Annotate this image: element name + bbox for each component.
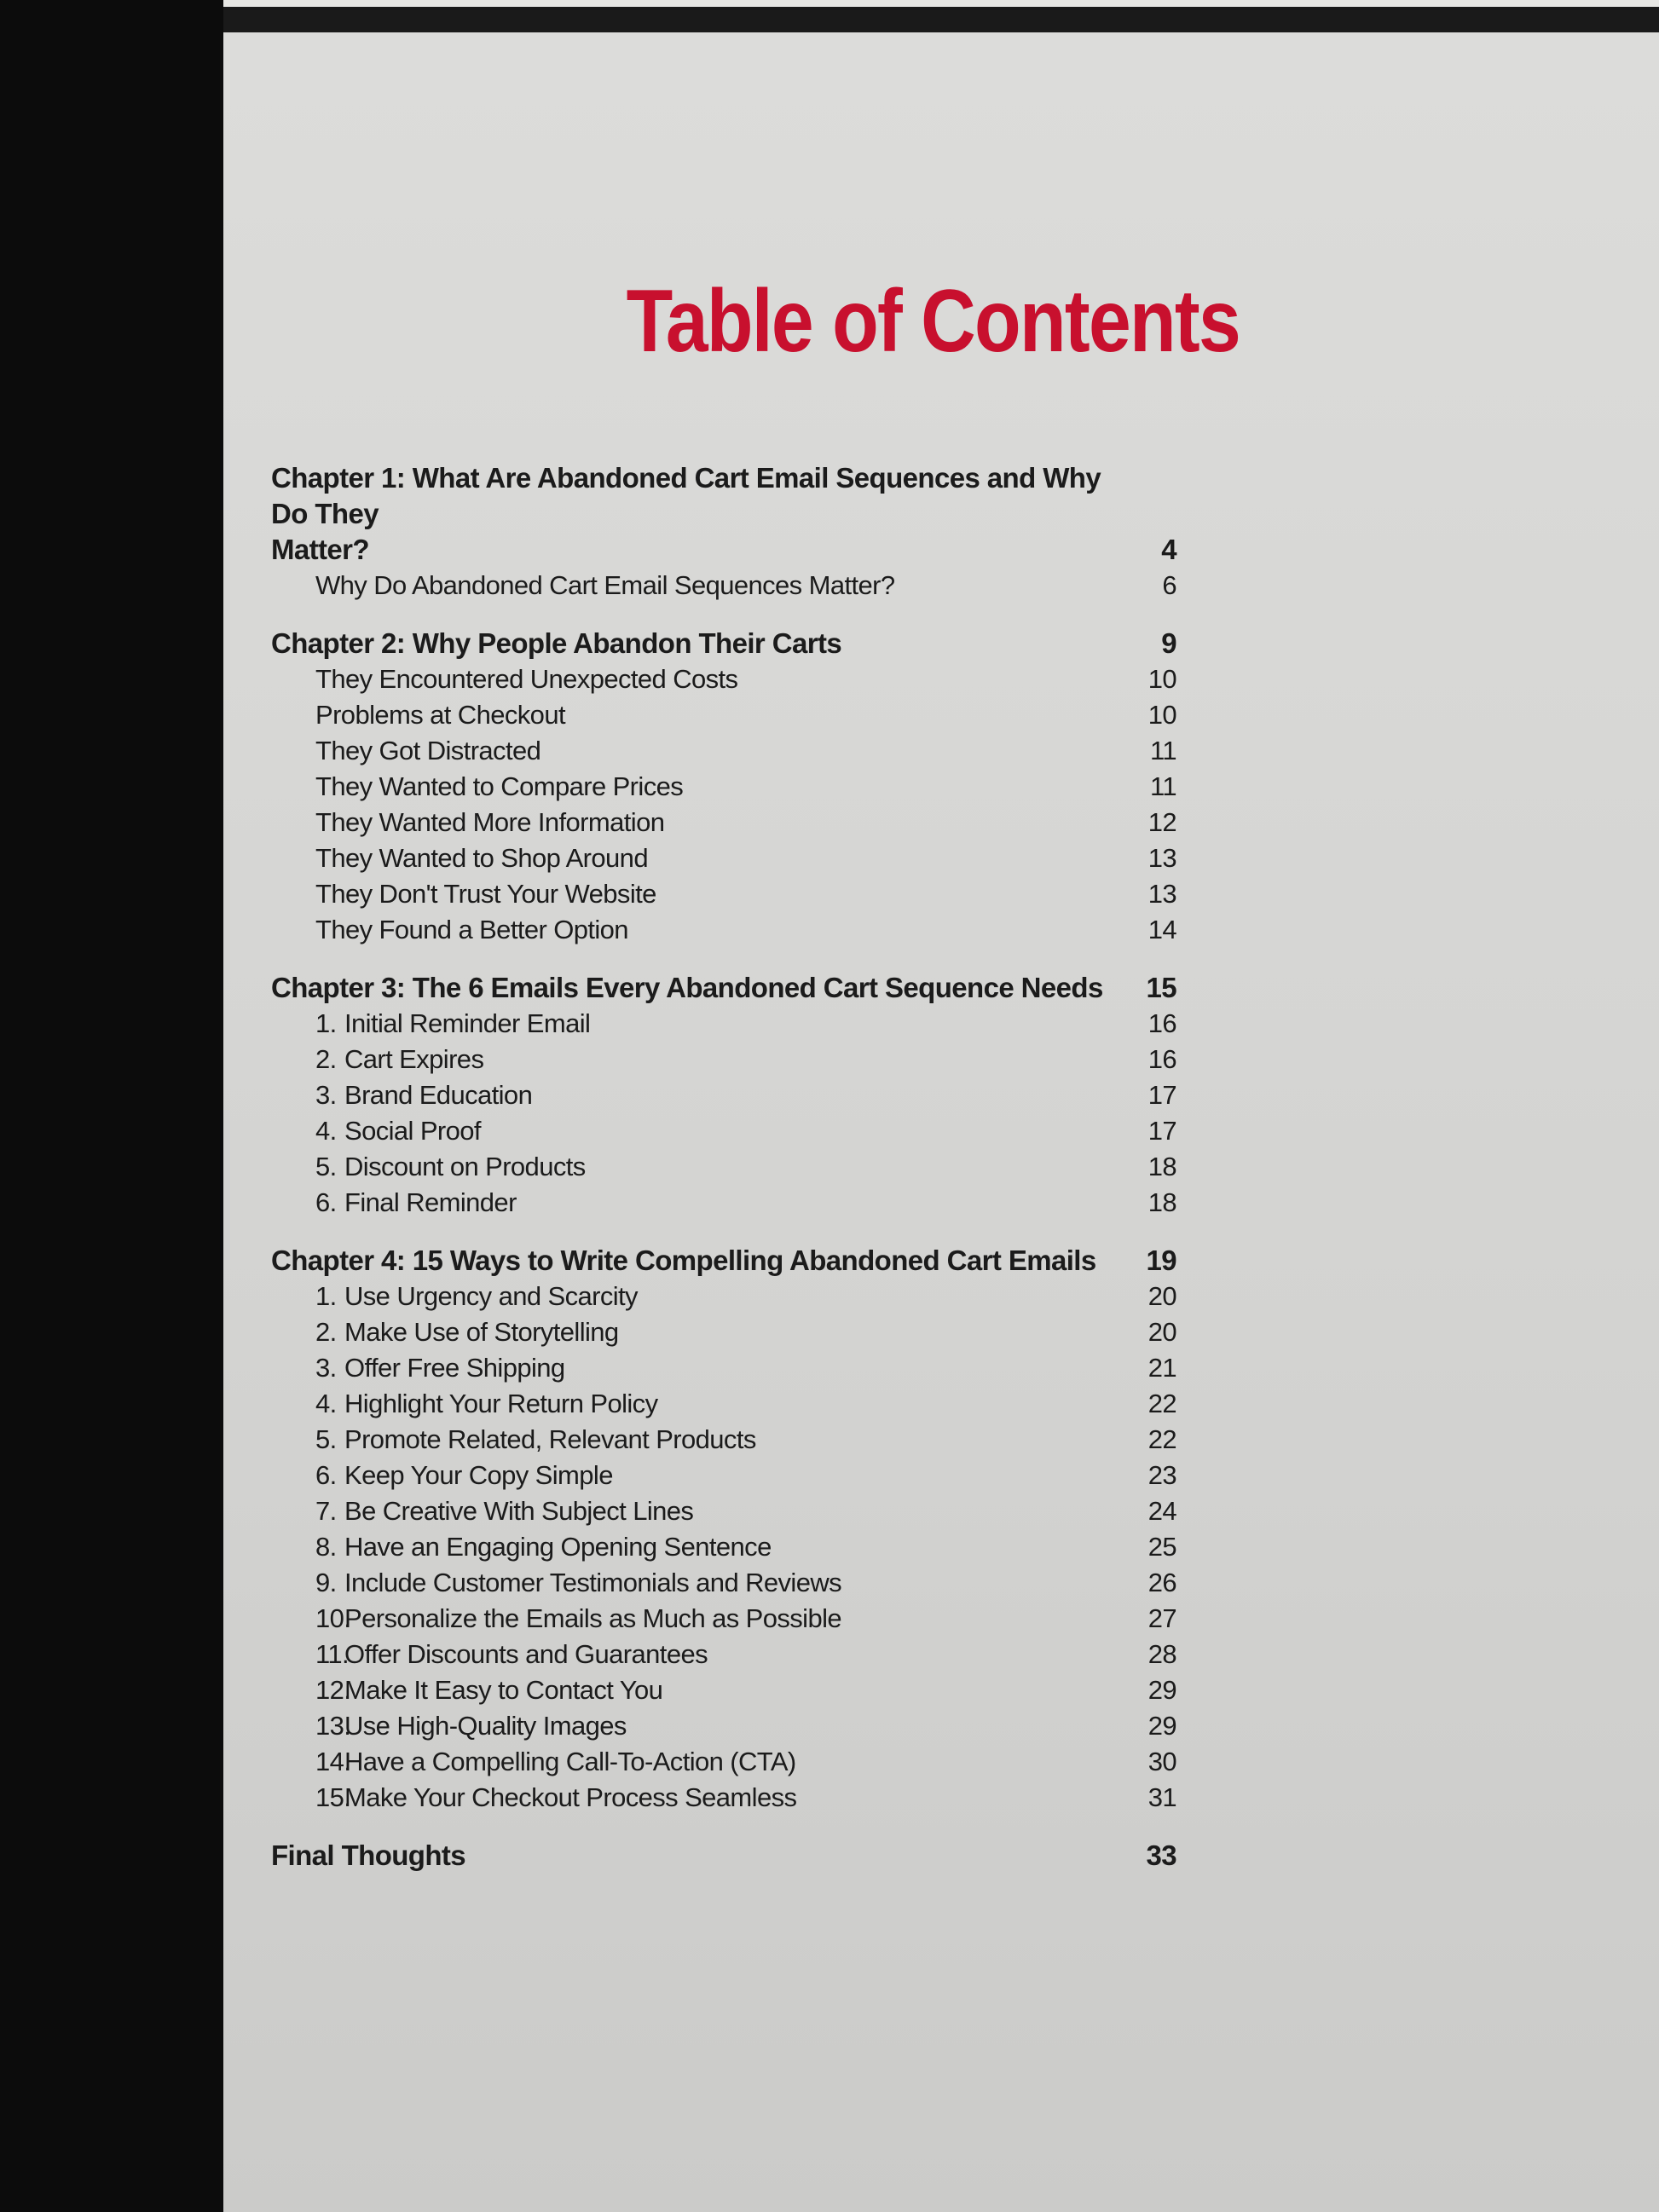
toc-entry-page: 17 [1147,1080,1176,1110]
toc-entry-label: Be Creative With Subject Lines [344,1496,694,1526]
toc-entry[interactable] [271,1708,1176,1744]
toc-entry-page: 11 [1150,771,1176,801]
toc-entry-label: Make Your Checkout Process Seamless [344,1782,797,1812]
toc-entry[interactable] [271,1113,1176,1149]
chapter-title: Chapter 4: 15 Ways to Write Compelling Abandoned Cart Emails [271,1245,1096,1276]
toc-entry-number: 6. [315,1187,337,1217]
toc-entry[interactable] [271,876,1176,912]
toc-entry-page: 12 [1147,807,1176,837]
toc-entry-label: Use High-Quality Images [344,1711,627,1741]
toc-entry-label: Keep Your Copy Simple [344,1460,613,1490]
toc-entry-page: 25 [1147,1532,1176,1562]
toc-entry-page: 22 [1147,1389,1176,1418]
table-of-contents [271,460,1176,1874]
toc-entry-label: Have an Engaging Opening Sentence [344,1532,772,1562]
toc-entry-number: 4. [315,1116,337,1146]
toc-entry-page: 16 [1147,1008,1176,1038]
toc-entry-number: 5. [315,1424,337,1454]
toc-entry-label: They Found a Better Option [315,915,628,944]
chapter-heading[interactable] [271,626,1176,661]
toc-entry-page: 17 [1147,1116,1176,1146]
toc-entry-page: 13 [1147,879,1176,909]
final-thoughts-page-number: 33 [1146,1839,1176,1871]
toc-entry-page: 22 [1147,1424,1176,1454]
toc-entry-number: 15. [315,1782,351,1812]
toc-entry-page: 28 [1147,1639,1176,1669]
toc-entry-number: 13. [315,1711,351,1741]
toc-entry-number: 1. [315,1008,337,1038]
toc-entry-label: Offer Discounts and Guarantees [344,1639,708,1669]
toc-entry-number: 1. [315,1281,337,1311]
final-thoughts-heading[interactable] [271,1838,1176,1874]
toc-entry-page: 13 [1147,843,1176,873]
chapter-page-number: 9 [1161,627,1176,659]
toc-entry-label: Final Reminder [344,1187,517,1217]
toc-entry-label: They Wanted More Information [315,807,665,837]
toc-entry-number: 12. [315,1675,351,1705]
toc-entry[interactable] [271,661,1176,697]
toc-entry-number: 14. [315,1747,351,1776]
toc-entry-number: 2. [315,1317,337,1347]
toc-entry-page: 30 [1147,1747,1176,1776]
toc-entry[interactable] [271,1314,1176,1350]
toc-entry-label: Cart Expires [344,1044,484,1074]
toc-entry-page: 18 [1147,1187,1176,1217]
toc-entry-label: Use Urgency and Scarcity [344,1281,638,1311]
toc-entry[interactable] [271,1149,1176,1185]
toc-entry-number: 10. [315,1603,351,1633]
toc-entry[interactable] [271,697,1176,733]
toc-entry-page: 21 [1147,1353,1176,1383]
toc-entry-number: 6. [315,1460,337,1490]
toc-entry-number: 7. [315,1496,337,1526]
chapter-heading[interactable] [271,970,1176,1006]
toc-entry-page: 20 [1147,1317,1176,1347]
chapter-3 [271,970,1176,1221]
chapter-title: Chapter 2: Why People Abandon Their Carts [271,627,842,659]
final-thoughts-title: Final Thoughts [271,1839,466,1871]
page-top-edge [223,0,1659,7]
toc-entry-page: 29 [1147,1675,1176,1705]
toc-entry-number: 8. [315,1532,337,1562]
toc-entry-label: Brand Education [344,1080,533,1110]
toc-entry-label: Problems at Checkout [315,700,565,730]
toc-entry-page: 14 [1147,915,1176,944]
toc-entry-label: Include Customer Testimonials and Reviews [344,1568,842,1597]
toc-entry-number: 2. [315,1044,337,1074]
toc-entry[interactable] [271,769,1176,805]
toc-entry[interactable] [271,1350,1176,1386]
toc-entry[interactable] [271,840,1176,876]
chapter-title [271,460,1107,568]
toc-entry[interactable] [271,1637,1176,1672]
toc-entry[interactable] [271,1458,1176,1493]
toc-entry-label: Promote Related, Relevant Products [344,1424,756,1454]
toc-entry-number: 4. [315,1389,337,1418]
toc-entry[interactable] [271,568,1176,604]
toc-entry[interactable] [271,1529,1176,1565]
toc-entry-page: 10 [1147,700,1176,730]
toc-entry-number: 9. [315,1568,337,1597]
toc-entry-label: They Don't Trust Your Website [315,879,656,909]
chapter-page-number: 4 [1161,534,1176,565]
toc-entry[interactable] [271,1386,1176,1422]
toc-entry-page: 11 [1150,736,1176,765]
toc-entry-label: Have a Compelling Call-To-Action (CTA) [344,1747,796,1776]
toc-entry[interactable] [271,1042,1176,1077]
toc-entry-page: 26 [1147,1568,1176,1597]
toc-entry-page: 20 [1147,1281,1176,1311]
chapter-page-number: 19 [1146,1245,1176,1276]
chapter-1 [271,460,1176,604]
toc-entry-label: Social Proof [344,1116,481,1146]
toc-entry-page: 18 [1147,1152,1176,1181]
toc-entry[interactable] [271,805,1176,840]
toc-entry-label: Make Use of Storytelling [344,1317,619,1347]
toc-entry-label: Make It Easy to Contact You [344,1675,663,1705]
toc-entry-page: 29 [1147,1711,1176,1741]
chapter-title: Chapter 3: The 6 Emails Every Abandoned Cart Sequence Needs [271,972,1103,1003]
page-title: Table of Contents [626,272,1240,371]
toc-entry-page: 6 [1162,570,1176,600]
toc-entry[interactable] [271,1493,1176,1529]
chapter-page-number: 15 [1146,972,1176,1003]
toc-entry[interactable] [271,1601,1176,1637]
toc-entry-number: 3. [315,1080,337,1110]
toc-entry[interactable] [271,1744,1176,1780]
toc-entry[interactable] [271,1077,1176,1113]
toc-entry-label: Why Do Abandoned Cart Email Sequences Matter? [315,570,895,600]
toc-entry-page: 10 [1147,664,1176,694]
toc-entry[interactable] [271,1565,1176,1601]
chapter-heading[interactable] [271,460,1176,568]
chapter-heading[interactable] [271,1243,1176,1279]
toc-entry-page: 16 [1147,1044,1176,1074]
toc-entry-number: 5. [315,1152,337,1181]
toc-entry-number: 11. [315,1639,349,1669]
toc-entry-number: 3. [315,1353,337,1383]
toc-entry[interactable] [271,1672,1176,1708]
toc-entry-label: Initial Reminder Email [344,1008,591,1038]
toc-entry[interactable] [271,1006,1176,1042]
toc-entry-label: They Encountered Unexpected Costs [315,664,738,694]
chapter-4 [271,1243,1176,1816]
toc-entry-page: 27 [1147,1603,1176,1633]
chapter-title-line-1: Chapter 1: What Are Abandoned Cart Email Sequences and Why Do They [271,462,1101,529]
toc-entry-label: Offer Free Shipping [344,1353,565,1383]
toc-entry-page: 24 [1147,1496,1176,1526]
toc-entry-label: They Wanted to Shop Around [315,843,648,873]
toc-entry-page: 23 [1147,1460,1176,1490]
chapter-title-line-2: Matter? [271,534,369,565]
toc-entry[interactable] [271,912,1176,948]
toc-entry[interactable] [271,1422,1176,1458]
toc-entry[interactable] [271,1279,1176,1314]
toc-entry-label: Discount on Products [344,1152,586,1181]
toc-entry[interactable] [271,1780,1176,1816]
toc-entry[interactable] [271,1185,1176,1221]
toc-entry-label: They Got Distracted [315,736,541,765]
toc-entry-label: Personalize the Emails as Much as Possible [344,1603,842,1633]
toc-entry-label: They Wanted to Compare Prices [315,771,684,801]
toc-entry-label: Highlight Your Return Policy [344,1389,658,1418]
toc-entry[interactable] [271,733,1176,769]
toc-entry-page: 31 [1147,1782,1176,1812]
chapter-2 [271,626,1176,948]
